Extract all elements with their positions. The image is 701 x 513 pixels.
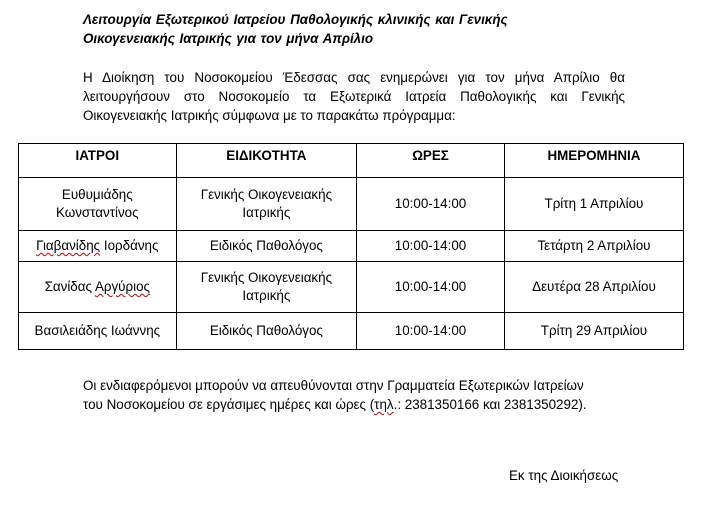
date-cell: Τρίτη 1 Απριλίου	[504, 178, 683, 231]
date-cell: Τετάρτη 2 Απριλίου	[504, 231, 683, 262]
doctor-name-line-1: Ευθυμιάδης	[61, 187, 133, 202]
table-row	[19, 262, 684, 313]
doctor-cell: Βασιλειάδης Ιωάννης	[19, 313, 177, 350]
doctor-last-name: Ιορδάνης	[103, 238, 159, 253]
doctor-cell	[19, 262, 177, 313]
intro-text: Η Διοίκηση του Νοσοκομείου Έδεσσας σας ενημερώνει για τον μήνα Απρίλιο θα λειτουργήσουν στο Νοσοκομείο τα Εξωτερικά Ιατρεία Παθολογικής και Γενικής Οικογενειακής Ιατρικής σύμφωνα με το παρακάτω πρόγραμμα:	[83, 70, 625, 123]
closing-line-1: Οι ενδιαφερόμενοι μπορούν να απευθύνονται στην Γραμματεία Εξωτερικών Ιατρείων	[83, 378, 584, 393]
date-cell: Δευτέρα 28 Απριλίου	[504, 262, 683, 313]
hours-cell: 10:00-14:00	[357, 178, 505, 231]
closing-paragraph	[83, 376, 643, 414]
specialty-line-1: Γενικής Οικογενειακής	[200, 187, 333, 202]
closing-line-2-end: .: 2381350166 και 2381350292).	[393, 397, 587, 412]
doctor-first-name: Σανίδας	[44, 279, 92, 294]
specialty-cell	[176, 262, 357, 313]
doctor-first-name: Γιαβανίδης	[36, 238, 101, 253]
header-date: ΗΜΕΡΟΜΗΝΙΑ	[504, 144, 683, 178]
doctor-cell	[19, 178, 177, 231]
specialty-line-2: Ιατρικής	[242, 205, 291, 220]
title-line-2: Οικογενειακής Ιατρικής για τον μήνα Απρίλιο	[83, 31, 374, 46]
hours-cell: 10:00-14:00	[357, 262, 505, 313]
hours-cell: 10:00-14:00	[357, 313, 505, 350]
specialty-cell: Ειδικός Παθολόγος	[176, 313, 357, 350]
header-doctors: ΙΑΤΡΟΙ	[19, 144, 177, 178]
table-header-row	[19, 144, 684, 178]
intro-paragraph	[83, 68, 625, 125]
signature: Εκ της Διοικήσεως	[509, 468, 619, 483]
specialty-line-2: Ιατρικής	[242, 288, 291, 303]
header-hours: ΩΡΕΣ	[357, 144, 505, 178]
table-row	[19, 178, 684, 231]
schedule-table	[18, 143, 684, 350]
header-specialty: ΕΙΔΙΚΟΤΗΤΑ	[176, 144, 357, 178]
specialty-line-1: Γενικής Οικογενειακής	[200, 270, 333, 285]
phone-abbreviation: τηλ	[374, 397, 394, 412]
date-cell: Τρίτη 29 Απριλίου	[504, 313, 683, 350]
hours-cell: 10:00-14:00	[357, 231, 505, 262]
doctor-name-line-2: Κωνσταντίνος	[56, 205, 139, 220]
document-title	[83, 10, 625, 48]
closing-line-2	[83, 395, 643, 414]
specialty-cell: Ειδικός Παθολόγος	[176, 231, 357, 262]
doctor-last-name: Αργύριος	[94, 279, 150, 294]
specialty-cell	[176, 178, 357, 231]
doctor-cell	[19, 231, 177, 262]
table-row	[19, 231, 684, 262]
table-row	[19, 313, 684, 350]
title-line-1: Λειτουργία Εξωτερικού Ιατρείου Παθολογικής κλινικής και Γενικής	[83, 12, 508, 27]
closing-line-2-start: του Νοσοκομείου σε εργάσιμες ημέρες και ώρες (	[83, 397, 375, 412]
